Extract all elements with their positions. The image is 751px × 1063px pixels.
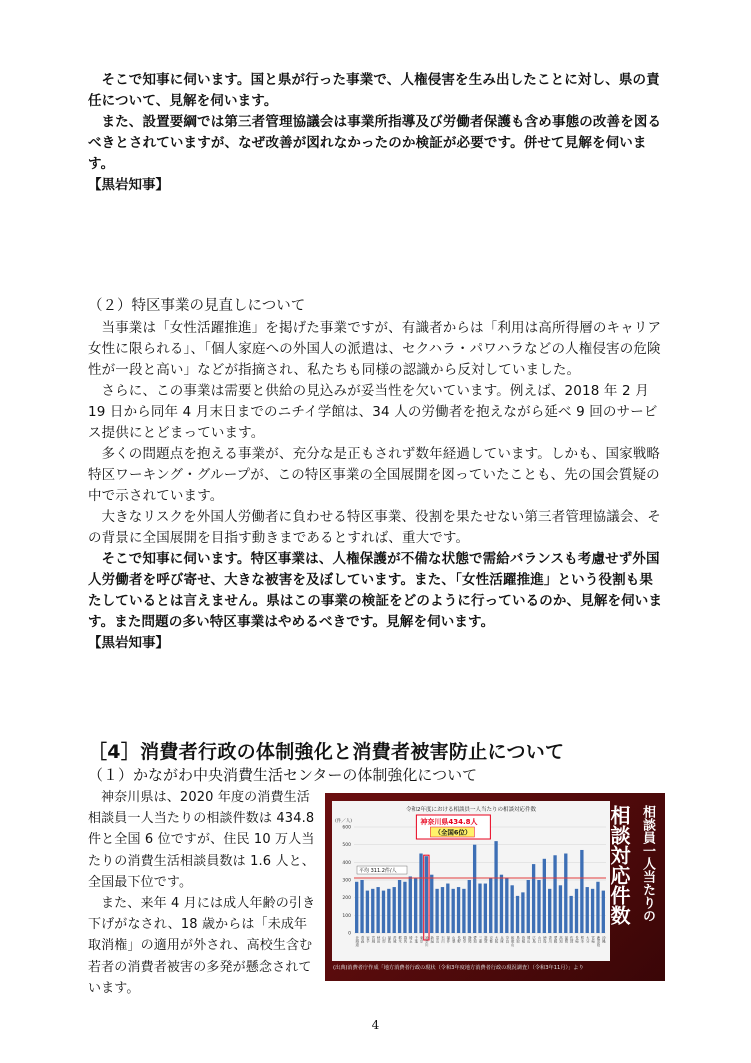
bar	[446, 884, 449, 933]
x-tick-label: 大阪	[494, 936, 499, 943]
bar	[527, 880, 530, 933]
intro-paragraph-2: また、設置要綱では第三者管理協議会は事業所指導及び労働者保護も含め事態の改善を図るべきとされていますが、なぜ改善が図れなかったのか検証が必要です。併せて見解を伺います。	[88, 114, 662, 172]
consultation-chart-figure	[325, 793, 665, 981]
speaker-label: 【黒岩知事】	[88, 177, 169, 193]
bar-chart	[332, 801, 610, 961]
chapter-heading: ［4］消費者行政の体制強化と消費者被害防止について	[88, 741, 565, 763]
x-tick-label: 大分	[585, 936, 590, 943]
intro-paragraph-1: そこで知事に伺います。国と県が行った事業で、人権侵害を生み出したことに対し、県の責任について、見解を伺います。	[88, 72, 660, 109]
x-tick-label: 滋賀	[483, 936, 488, 943]
bar	[575, 889, 578, 933]
x-tick-label: 奈良	[504, 936, 509, 943]
y-tick-label: 200	[342, 896, 351, 902]
bar	[591, 889, 594, 933]
bar	[537, 880, 540, 933]
x-tick-label: 山口	[536, 936, 541, 943]
bar	[564, 854, 567, 934]
average-label: 平均 311.2件/人	[359, 868, 397, 875]
section2-paragraph-1: 当事業は「女性活躍推進」を掲げた事業ですが、有識者からは「利用は高所得層のキャリア女性に限られる」、「個人家庭への外国人の派遣は、セクハラ・パワハラなどの人権侵害の危険性が一段と高い」などが指摘され、私たちも同様の認識から反対していました。	[88, 320, 662, 378]
x-tick-label: 宮崎	[590, 936, 595, 943]
x-tick-label: 山梨	[451, 936, 456, 943]
section2-paragraph-4: 大きなリスクを外国人労働者に負わせる特区事業、役割を果たせない第三者管理協議会、その背景に全国展開を目指す動きまであるとすれば、重大です。	[88, 509, 661, 546]
bar	[409, 876, 412, 933]
x-tick-label: 福島	[386, 936, 391, 943]
x-tick-label: 岐阜	[461, 936, 466, 943]
x-tick-label: 岩手	[365, 936, 370, 943]
figure-side-title	[605, 805, 657, 925]
bar	[489, 878, 492, 933]
bar	[580, 850, 583, 933]
x-tick-label: 香川	[547, 936, 552, 943]
figure-source: (出典)消費者庁作成「地方消費者行政の現状（令和3年度地方消費者行政の現況調査）（令和3年11月）」より	[333, 965, 584, 971]
x-tick-label: 熊本	[579, 936, 584, 943]
highlight-label: 神奈川県434.8人	[420, 818, 478, 826]
bar	[376, 887, 379, 933]
section4-paragraph-2: また、来年 4 月には成人年齢の引き下げがなされ、18 歳からは「未成年取消権」の適用が外され、高校生含む若者の消費者被害の多発が懸念されています。	[88, 896, 316, 996]
x-tick-label: 沖縄	[601, 936, 606, 943]
bar	[484, 884, 487, 933]
x-tick-label: 長崎	[574, 936, 579, 943]
y-axis-label: (件／人)	[335, 819, 353, 824]
y-tick-label: 500	[342, 843, 351, 849]
x-tick-label: 群馬	[402, 936, 407, 943]
x-tick-label: 福井	[445, 936, 450, 943]
section2-block	[88, 318, 664, 654]
bar	[505, 878, 508, 933]
x-tick-label: 京都	[488, 936, 493, 943]
chart-title: 令和2年度における相談員一人当たりの相談対応件数	[405, 807, 537, 813]
bar	[441, 887, 444, 933]
y-tick-label: 100	[342, 913, 351, 919]
chart-plot-area	[332, 801, 610, 961]
bar	[430, 875, 433, 933]
bar	[435, 889, 438, 933]
bar	[543, 859, 546, 933]
x-tick-label: 茨城	[392, 936, 397, 943]
bar	[457, 887, 460, 933]
x-tick-label: 神奈川	[424, 936, 429, 947]
bar	[468, 880, 471, 933]
bar	[387, 889, 390, 933]
bar	[596, 882, 599, 933]
x-tick-label: 徳島	[542, 936, 547, 943]
x-tick-label: 和歌山	[510, 936, 515, 947]
bar	[382, 891, 385, 933]
highlight-rank-label: （全国6位）	[434, 828, 472, 837]
bar	[462, 889, 465, 933]
intro-block	[88, 70, 664, 196]
x-tick-label: 秋田	[376, 936, 381, 943]
bar	[414, 878, 417, 933]
bar	[500, 875, 503, 933]
x-tick-label: 千葉	[413, 936, 418, 943]
x-tick-label: 愛媛	[553, 936, 558, 943]
bar	[371, 889, 374, 933]
side-title-small: 相談員一人当たりの	[640, 805, 655, 922]
x-tick-label: 佐賀	[569, 936, 574, 943]
x-tick-label: 島根	[520, 936, 525, 943]
speaker-label: 【黒岩知事】	[88, 635, 169, 651]
y-tick-label: 400	[342, 860, 351, 866]
bar	[586, 887, 589, 933]
bar	[398, 880, 401, 933]
bar	[553, 855, 556, 933]
y-tick-label: 0	[348, 931, 351, 937]
bar	[548, 889, 551, 933]
x-tick-label: 富山	[435, 936, 440, 943]
x-tick-label: 北海道	[354, 936, 359, 947]
section-heading: （２）特区事業の見直しについて	[88, 298, 306, 314]
x-tick-label: 福岡	[563, 936, 568, 943]
x-tick-label: 東京	[419, 936, 424, 943]
x-tick-label: 新潟	[429, 936, 434, 943]
bar	[569, 896, 572, 933]
bar	[559, 885, 562, 933]
section2-question	[88, 549, 664, 633]
x-tick-label: 鹿児島	[595, 936, 600, 947]
x-tick-label: 長野	[456, 936, 461, 943]
x-tick-label: 岡山	[526, 936, 531, 943]
y-tick-label: 300	[342, 878, 351, 884]
bar	[355, 882, 358, 933]
x-tick-label: 青森	[360, 936, 365, 943]
y-tick-label: 600	[342, 825, 351, 831]
bar	[532, 864, 535, 933]
bar	[511, 885, 514, 933]
intro-paragraphs	[88, 70, 664, 175]
x-tick-label: 埼玉	[408, 936, 413, 943]
bar	[366, 891, 369, 933]
bar	[516, 896, 519, 933]
bar	[473, 845, 476, 933]
x-tick-label: 鳥取	[515, 936, 520, 943]
bar	[403, 882, 406, 933]
x-tick-label: 宮城	[370, 936, 375, 943]
bar	[452, 889, 455, 933]
bar	[425, 856, 428, 933]
x-tick-label: 山形	[381, 936, 386, 943]
section2-paragraph-3: 多くの問題点を抱える事業が、充分な是正もされず数年経過しています。しかも、国家戦略特区ワーキング・グループが、この特区事業の全国展開を図っていたことも、先の国会質疑の中で示されています。	[88, 446, 661, 504]
x-tick-label: 高知	[558, 936, 563, 943]
side-title-large: 相談対応件数	[607, 805, 631, 925]
section2-paragraph-2: さらに、この事業は需要と供給の見込みが妥当性を欠いています。例えば、2018 年 2 月 19 日から同年 4 月末日までのニチイ学館は、34 人の労働者を抱えながら延べ 9 回のサービス提供にとどまっています。	[88, 383, 658, 441]
x-tick-label: 広島	[531, 936, 536, 943]
section4-text	[88, 787, 318, 999]
bar	[494, 841, 497, 933]
bar	[393, 887, 396, 933]
bar	[360, 880, 363, 933]
x-tick-label: 栃木	[397, 936, 402, 943]
section2-paragraph-5: そこで知事に伺います。特区事業は、人権保護が不備な状態で需給バランスも考慮せず外国人労働者を呼び寄せ、大きな被害を及ぼしています。また、「女性活躍推進」という役割も果たしているとは言えません。県はこの事業の検証をどのように行っているのか、見解を伺います。また問題の多い特区事業はやめるべきです。見解を伺います。	[88, 551, 663, 630]
x-tick-label: 静岡	[467, 936, 472, 943]
x-tick-label: 愛知	[472, 936, 477, 943]
page-number: 4	[371, 1018, 380, 1032]
section4-paragraph-1: 神奈川県は、2020 年度の消費生活相談員一人当たりの相談件数は 434.8 件と全国 6 位ですが、住民 10 万人当たりの消費生活相談員数は 1.6 人と、全国最下位です。	[88, 790, 315, 890]
sub-heading: （１）かながわ中央消費生活センターの体制強化について	[88, 766, 478, 784]
x-tick-label: 石川	[440, 936, 445, 943]
bar	[478, 884, 481, 933]
bar	[521, 892, 524, 933]
x-tick-label: 兵庫	[499, 936, 504, 943]
x-tick-label: 三重	[478, 936, 482, 943]
bar	[419, 854, 422, 934]
